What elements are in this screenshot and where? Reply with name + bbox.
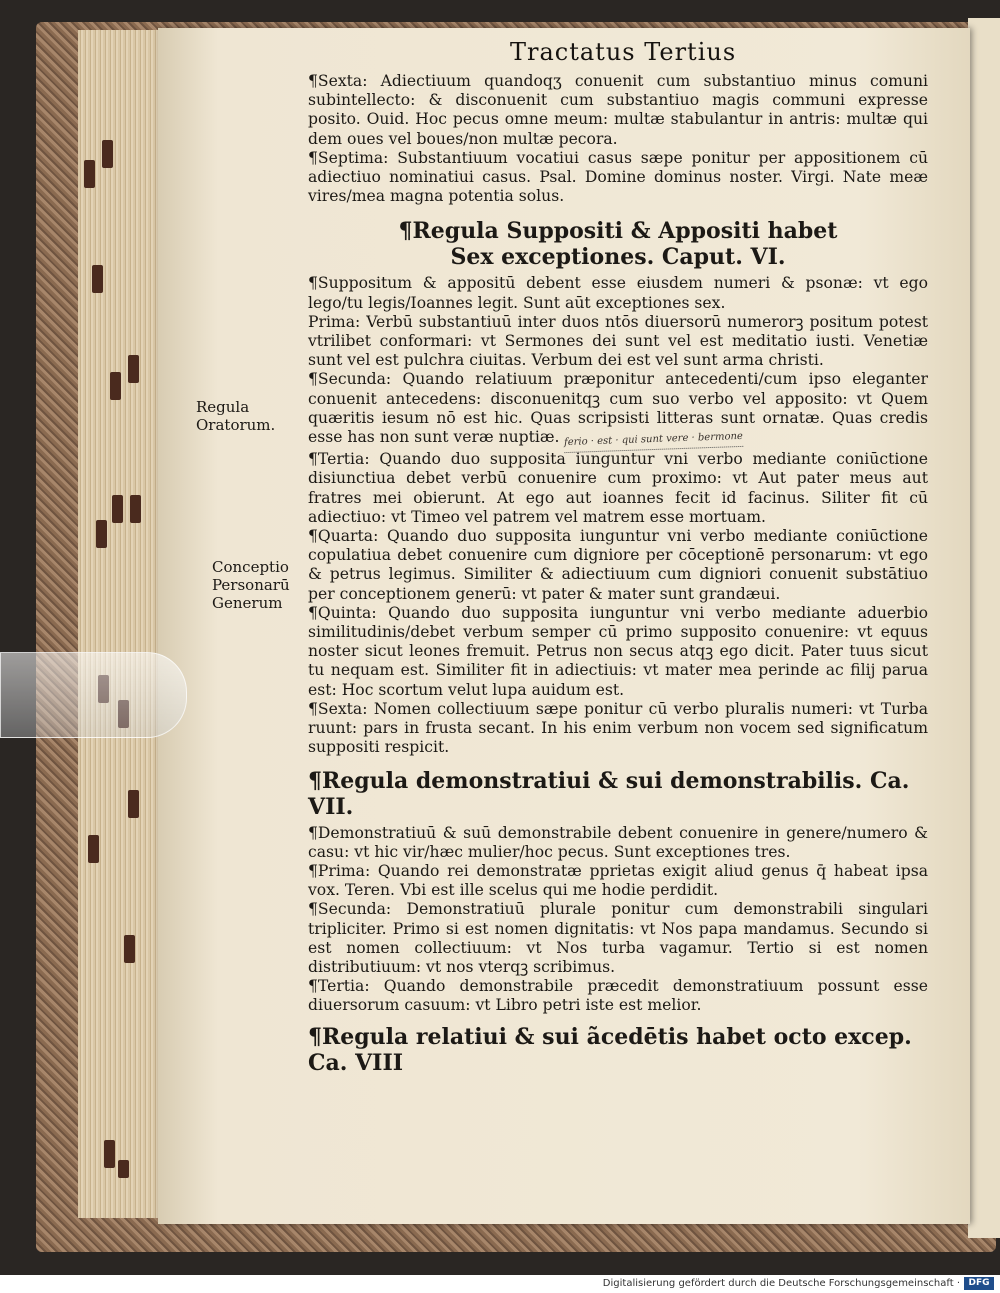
glass-ruler	[0, 652, 187, 738]
paragraph: ¶Tertia: Quando demonstrabile præcedit demonstratiuum possunt esse diuersorum casuum: vt Libro petri iste est melior.	[308, 977, 928, 1015]
bookmark-tab	[128, 790, 139, 818]
bookmark-tab	[102, 140, 113, 168]
section-heading: ¶Regula relatiui & sui ãcedētis habet octo excep. Ca. VIII	[308, 1023, 912, 1076]
dfg-logo: DFG	[964, 1277, 994, 1290]
paragraph: ¶Secunda: Demonstratiuū plurale ponitur cum demonstrabili singulari tripliciter. Primo si est nomen dignitatis: vt Nos papa mandamus. Secundo si est nomen collectiuum: vt Nos turba vagamur. Tertio si est nomen distributiuum: vt nos vterqꝫ scribimus.	[308, 900, 928, 976]
main-text-column	[308, 72, 928, 1080]
bookmark-tab	[96, 520, 107, 548]
bookmark-tab	[92, 265, 103, 293]
bookmark-tab	[84, 160, 95, 188]
running-header: Tractatus Tertius	[510, 38, 737, 66]
paragraph: ¶Quarta: Quando duo supposita iunguntur vni verbo mediante coniūctione copulatiua debet conuenire cum digniore per cōceptionē personarum: vt ego & petrus legimus. Similiter & adiectiuum cum digniori conuenit substātiuo per conceptionem generū: vt pater & mater sunt grandæui.	[308, 527, 928, 603]
bookmark-tab	[118, 1160, 129, 1178]
margin-note-oratorum: Regula Oratorum.	[196, 398, 276, 434]
handwritten-gloss: ferio · est · qui sunt vere · bermone	[563, 427, 743, 453]
footer-bar	[0, 1275, 1000, 1293]
footer-credit: Digitalisierung gefördert durch die Deutsche Forschungsgemeinschaft ·	[602, 1278, 960, 1289]
bookmark-tab	[88, 835, 99, 863]
paragraph: ¶Prima: Quando rei demonstratæ pprietas exigit aliud genus q̄ habeat ipsa vox. Teren. Vbi est ille scelus qui me hodie perdidit.	[308, 861, 928, 900]
heading-line: ¶Regula Suppositi & Appositi habet	[398, 218, 838, 245]
paragraph: ¶Suppositum & appositū debent esse eiusdem numeri & psonæ: vt ego lego/tu legis/Ioannes legit. Sunt aūt exceptiones sex.	[308, 274, 928, 312]
bookmark-tab	[130, 495, 141, 523]
section-heading	[308, 218, 928, 270]
paragraph: ¶Demonstratiuū & suū demonstrabile debent conuenire in genere/numero & casu: vt hic vir/hæc mulier/hoc pecus. Sunt exceptiones tres.	[308, 823, 928, 861]
paragraph: ¶Sexta: Nomen collectiuum sæpe ponitur cū verbo pluralis numeri: vt Turba ruunt: pars in frusta secant. In his enim verbum non vocem sed significatum suppositi respicit.	[308, 699, 928, 757]
paragraph: ¶Quinta: Quando duo supposita iunguntur vni verbo mediante aduerbio similitudinis/debet verbum semper cū primo supposito conuenire: vt equus noster sicut leones fremuit. Petrus non secus atqꝫ ego dicit. Pater tuus sicut tu nequam est. Similiter fit in adiectiuis: vt mater mea perinde ac filij parua est: Hoc scortum velut lupa auidum est.	[308, 603, 928, 699]
paragraph: ¶Tertia: Quando duo supposita iunguntur vni verbo mediante coniūctione disiunctiua debet verbū conuenire cum proximo: vt Aut pater meus aut fratres mei obierunt. At ego aut ioannes fecit id facinus. Siliter fit cū adiectiuo: vt Timeo vel patrem vel matrem esse mortuam.	[308, 450, 928, 526]
paragraph: ¶Septima: Substantiuum vocatiui casus sæpe ponitur per appositionem cū adiectiuo nominatiui casus. Psal. Domine dominus noster. Virgi. Nate meæ vires/mea magna potentia solus.	[308, 148, 928, 206]
paragraph: Prima: Verbū substantiuū inter duos ntōs diuersorū numerorꝫ positum potest vtrilibet conformari: vt Sermones dei sunt vel est meditatio iusti. Venetiæ sunt vel est pulchra ciuitas. Verbum dei est vel sunt arma christi.	[308, 312, 928, 370]
bookmark-tab	[110, 372, 121, 400]
margin-note-conceptio: Conceptio Personarū Generum	[212, 558, 290, 612]
bookmark-tab	[128, 355, 139, 383]
bookmark-tab	[112, 495, 123, 523]
heading-line: Sex exceptiones. Caput. VI.	[450, 244, 786, 271]
paragraph	[308, 370, 928, 450]
paragraph-text: ¶Secunda: Quando relatiuum præponitur antecedenti/cum ipso eleganter conuenit antecedens: disconuenitqꝫ cum suo verbo vel apposito: vt Quem quæritis iesum nō est hic. Quas scripsisti litteras sunt ornatæ. Quas credis esse has non sunt veræ nuptiæ.	[308, 370, 928, 447]
section-heading: ¶Regula demonstratiui & sui demonstrabilis. Ca. VII.	[308, 767, 910, 820]
bookmark-tab	[104, 1140, 115, 1168]
facing-page-edge	[968, 18, 1000, 1238]
bookmark-tab	[124, 935, 135, 963]
paragraph: ¶Sexta: Adiectiuum quandoqʒ conuenit cum substantiuo minus comuni subintellecto: & disconuenit cum substantiuo magis communi expresse posito. Ouid. Hoc pecus omne meum: multæ stabulantur in antris: multæ qui dem oues vel boues/non multæ pecora.	[308, 72, 928, 148]
